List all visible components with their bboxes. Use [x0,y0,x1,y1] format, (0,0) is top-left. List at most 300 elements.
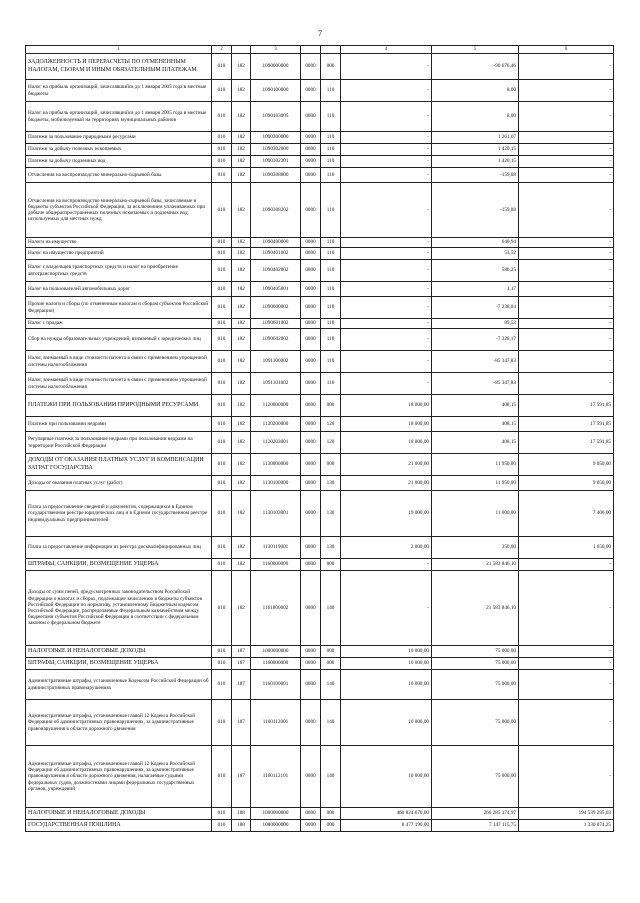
row-name: Налог на имущество предприятий [26,248,212,260]
row-name: Доходы от сумм пеней, предусмотренных законодательством Российской Федерации о налогах и сборах, подлежащие зачислению в бюджеты субъектов Российской Федерации по нормативу, установленному Бюджетным кодексом Российской Федерации, распределяемые Федеральным казначейством между бюджетами субъектов Российской Федерации в соответствии с федеральным законом о федеральном бюджете [26,571,212,646]
row-admin-code: 182 [232,297,251,319]
row-line-code: 010 [212,820,232,832]
row-value-unexecuted: 1 330 074,25 [519,820,614,832]
row-name: Налог на прибыль организаций, зачислявшийся до 1 января 2005 года в местные бюджеты [26,80,212,102]
row-value-approved: 10 000,00 [341,670,432,700]
row-admin-code: 187 [232,700,251,746]
header-row [26,46,614,54]
row-line-code: 010 [212,260,232,282]
row-line-code: 010 [212,168,232,183]
row-subcode: 0000 [301,319,321,329]
row-line-code: 010 [212,571,232,646]
row-kosgu: 000 [321,559,341,571]
row-kosgu: 000 [321,820,341,832]
row-value-approved: 10 000,00 [341,646,432,658]
row-name: Прочие налоги и сборы (по отмененным налогам и сборам субъектов Российской Федерации) [26,297,212,319]
row-value-approved: - [341,156,432,168]
row-income-code: 1090100000 [251,80,301,102]
row-value-approved: - [341,54,432,80]
row-kosgu: 110 [321,238,341,248]
row-subcode: 0000 [301,571,321,646]
row-line-code: 010 [212,432,232,454]
row-income-code: 1091101002 [251,373,301,395]
row-admin-code: 182 [232,373,251,395]
row-line-code: 010 [212,80,232,102]
row-line-code: 010 [212,102,232,132]
row-subcode: 0000 [301,156,321,168]
row-name: Налоги на имущество [26,238,212,248]
row-income-code: 1090602002 [251,329,301,351]
row-admin-code: 182 [232,537,251,559]
row-kosgu: 110 [321,102,341,132]
row-value-unexecuted: - [519,168,614,183]
row-admin-code: 187 [232,646,251,658]
row-admin-code: 182 [232,319,251,329]
row-admin-code: 182 [232,395,251,417]
table-row [26,183,614,238]
row-admin-code: 182 [232,329,251,351]
row-name: Отчисления на воспроизводство минерально-сырьевой базы [26,168,212,183]
row-value-unexecuted: 17 591,85 [519,417,614,432]
row-value-approved: - [341,238,432,248]
row-value-executed: 8,00 [432,80,519,102]
row-line-code: 010 [212,373,232,395]
row-kosgu: 000 [321,54,341,80]
row-name: Налог на прибыль организаций, зачислявшийся до 1 января 2005 года в местные бюджеты, мобилизуемый на территориях муниципальных районов [26,102,212,132]
header-col-5 [301,46,321,54]
row-name: ПЛАТЕЖИ ПРИ ПОЛЬЗОВАНИИ ПРИРОДНЫМИ РЕСУРСАМИ [26,395,212,417]
row-admin-code: 182 [232,351,251,373]
row-value-approved: - [341,351,432,373]
row-admin-code: 188 [232,808,251,820]
table-row [26,491,614,537]
row-name: Регулярные платежи за пользование недрами при пользовании недрами на территории Российской Федерации [26,432,212,454]
row-value-unexecuted: - [519,351,614,373]
row-value-approved: - [341,297,432,319]
row-subcode: 0000 [301,395,321,417]
row-line-code: 010 [212,132,232,144]
header-col-4: 3 [251,46,301,54]
row-name: Налог, взимаемый в виде стоимости патента в связи с применением упрощенной системы налогообложения [26,373,212,395]
row-kosgu: 110 [321,282,341,297]
row-subcode: 0000 [301,54,321,80]
table-row [26,670,614,700]
row-value-unexecuted: - [519,132,614,144]
row-income-code: 1090300000 [251,132,301,144]
row-line-code: 010 [212,395,232,417]
row-admin-code: 182 [232,282,251,297]
table-row [26,746,614,808]
row-admin-code: 182 [232,432,251,454]
row-value-approved: - [341,329,432,351]
row-value-approved: - [341,132,432,144]
table-row [26,417,614,432]
row-line-code: 010 [212,746,232,808]
row-line-code: 010 [212,282,232,297]
row-income-code: 1120200000 [251,417,301,432]
row-value-unexecuted: 17 591,85 [519,395,614,417]
row-value-approved: 10 000,00 [341,700,432,746]
page-number: 7 [318,29,322,38]
row-income-code: 1090402002 [251,260,301,282]
row-subcode: 0000 [301,700,321,746]
row-value-approved: 2 000,00 [341,537,432,559]
row-admin-code: 182 [232,559,251,571]
row-name: Платежи за добычу полезных ископаемых [26,144,212,156]
table-row [26,102,614,132]
row-line-code: 010 [212,476,232,491]
row-value-unexecuted: - [519,282,614,297]
row-name: Доходы от оказания платных услуг (работ) [26,476,212,491]
row-name: ДОХОДЫ ОТ ОКАЗАНИЯ ПЛАТНЫХ УСЛУГ И КОМПЕНСАЦИИ ЗАТРАТ ГОСУДАРСТВА [26,454,212,476]
row-line-code: 010 [212,54,232,80]
row-line-code: 010 [212,297,232,319]
row-name: Платежи за добычу подземных вод [26,156,212,168]
row-value-approved: 18 000,00 [341,417,432,432]
row-admin-code: 182 [232,417,251,432]
row-value-unexecuted: 9 050,00 [519,454,614,476]
row-subcode: 0000 [301,491,321,537]
row-line-code: 010 [212,319,232,329]
row-income-code: 1160112001 [251,700,301,746]
row-subcode: 0000 [301,670,321,700]
row-kosgu: 130 [321,491,341,537]
row-subcode: 0000 [301,351,321,373]
row-name: Административные штрафы, установленные Кодексом Российской Федерации об административных правонарушениях [26,670,212,700]
row-income-code: 1090405001 [251,282,301,297]
row-kosgu: 000 [321,454,341,476]
row-value-unexecuted: - [519,319,614,329]
row-subcode: 0000 [301,454,321,476]
row-line-code: 010 [212,351,232,373]
row-kosgu: 000 [321,808,341,820]
row-subcode: 0000 [301,238,321,248]
table-row [26,373,614,395]
row-line-code: 010 [212,491,232,537]
row-value-executed: 266 285 374,97 [432,808,519,820]
row-subcode: 0000 [301,432,321,454]
row-value-unexecuted: - [519,297,614,319]
row-value-unexecuted: - [519,80,614,102]
row-subcode: 0000 [301,537,321,559]
row-income-code: 1130100000 [251,476,301,491]
row-line-code: 010 [212,156,232,168]
row-value-executed: 8,00 [432,102,519,132]
row-name: Платежи за пользование природными ресурсами [26,132,212,144]
row-value-approved: 10 000,00 [341,746,432,808]
row-value-unexecuted: - [519,646,614,658]
row-value-executed: 53,52 [432,248,519,260]
row-value-unexecuted: 17 591,85 [519,432,614,454]
row-admin-code: 182 [232,132,251,144]
row-value-approved: 21 000,00 [341,476,432,491]
row-value-executed: -90 676,46 [432,54,519,80]
row-kosgu: 110 [321,132,341,144]
row-subcode: 0000 [301,808,321,820]
row-line-code: 010 [212,559,232,571]
row-kosgu: 110 [321,80,341,102]
row-kosgu: 110 [321,297,341,319]
row-value-executed: -85 347,83 [432,373,519,395]
row-income-code: 1090308202 [251,183,301,238]
row-value-executed: 75 000,00 [432,746,519,808]
row-line-code: 010 [212,329,232,351]
header-col-3 [232,46,251,54]
row-kosgu: 140 [321,700,341,746]
row-value-unexecuted: - [519,102,614,132]
row-value-executed: -7 328,17 [432,329,519,351]
row-value-unexecuted: - [519,746,614,808]
row-name: ШТРАФЫ, САНКЦИИ, ВОЗМЕЩЕНИЕ УЩЕРБА [26,559,212,571]
row-admin-code: 187 [232,658,251,670]
row-line-code: 010 [212,700,232,746]
row-income-code: 1090601002 [251,319,301,329]
row-income-code: 1160000000 [251,559,301,571]
table-row [26,454,614,476]
row-line-code: 010 [212,183,232,238]
row-value-approved: - [341,144,432,156]
table-row [26,559,614,571]
table-row [26,80,614,102]
row-name: Платежи при пользовании недрами [26,417,212,432]
table-row [26,476,614,491]
row-income-code: 1090308000 [251,168,301,183]
table-row [26,537,614,559]
row-value-approved: 10 000,00 [341,658,432,670]
row-subcode: 0000 [301,658,321,670]
row-subcode: 0000 [301,746,321,808]
row-value-approved: - [341,260,432,282]
row-admin-code: 182 [232,168,251,183]
row-value-unexecuted: - [519,156,614,168]
row-line-code: 010 [212,144,232,156]
row-subcode: 0000 [301,248,321,260]
row-name: Отчисления на воспроизводство минерально-сырьевой базы, зачисляемые в бюджеты субъектов Российской Федерации, за исключением уплачиваемых при добыче общераспространенных полезных ископаемых и подземных вод, используемых для местных нужд [26,183,212,238]
row-income-code: 1090302301 [251,156,301,168]
income-table [25,45,614,832]
row-admin-code: 182 [232,238,251,248]
row-line-code: 010 [212,670,232,700]
row-subcode: 0000 [301,260,321,282]
row-name: НАЛОГОВЫЕ И НЕНАЛОГОВЫЕ ДОХОДЫ [26,646,212,658]
row-value-unexecuted: 194 539 295,03 [519,808,614,820]
row-kosgu: 110 [321,351,341,373]
row-kosgu: 110 [321,319,341,329]
row-value-unexecuted: - [519,373,614,395]
row-value-unexecuted: - [519,658,614,670]
row-kosgu: 110 [321,144,341,156]
row-value-executed: 11 600,00 [432,491,519,537]
row-name: НАЛОГОВЫЕ И НЕНАЛОГОВЫЕ ДОХОДЫ [26,808,212,820]
row-value-approved: - [341,168,432,183]
table-body [26,54,614,832]
row-value-unexecuted: - [519,248,614,260]
row-admin-code: 182 [232,156,251,168]
row-value-executed: 350,00 [432,537,519,559]
row-value-executed: 1 420,15 [432,144,519,156]
row-line-code: 010 [212,238,232,248]
table-row [26,808,614,820]
table-row [26,820,614,832]
row-value-executed: 1,17 [432,282,519,297]
row-kosgu: 110 [321,248,341,260]
row-income-code: 1160100001 [251,670,301,700]
header-col-7: 4 [341,46,432,54]
row-kosgu: 110 [321,183,341,238]
row-subcode: 0000 [301,102,321,132]
row-value-approved: - [341,373,432,395]
row-income-code: 1161800002 [251,571,301,646]
row-income-code: 1000000000 [251,646,301,658]
row-kosgu: 140 [321,571,341,646]
row-value-approved: 8 477 190,00 [341,820,432,832]
row-name: Сбор на нужды образовательных учреждений, взимаемый с юридических лиц [26,329,212,351]
row-admin-code: 182 [232,102,251,132]
row-admin-code: 182 [232,476,251,491]
row-subcode: 0000 [301,373,321,395]
row-kosgu: 110 [321,329,341,351]
row-name: Плата за предоставление сведений и документов, содержащихся в Едином государственном реестре юридических лиц и в Едином государственном реестре индивидуальных предпринимателей [26,491,212,537]
row-kosgu: 000 [321,646,341,658]
row-kosgu: 140 [321,746,341,808]
row-subcode: 0000 [301,282,321,297]
row-line-code: 010 [212,537,232,559]
row-income-code: 1120000000 [251,395,301,417]
row-income-code: 1090000000 [251,54,301,80]
row-value-approved: 460 824 670,00 [341,808,432,820]
row-income-code: 1090400000 [251,238,301,248]
row-income-code: 1090600002 [251,297,301,319]
row-value-approved: - [341,559,432,571]
row-value-executed: 89,53 [432,319,519,329]
row-admin-code: 187 [232,746,251,808]
header-col-1: 1 [26,46,212,54]
row-value-executed: 640,94 [432,238,519,248]
row-value-approved: 18 000,00 [341,395,432,417]
row-value-executed: 75 000,00 [432,670,519,700]
row-value-unexecuted: 7 400,00 [519,491,614,537]
row-subcode: 0000 [301,80,321,102]
row-admin-code: 182 [232,144,251,156]
row-value-executed: 408,15 [432,417,519,432]
row-income-code: 1090103005 [251,102,301,132]
row-value-unexecuted: - [519,329,614,351]
row-value-executed: 408,15 [432,432,519,454]
row-value-executed: -159,08 [432,183,519,238]
row-admin-code: 182 [232,183,251,238]
row-subcode: 0000 [301,329,321,351]
row-value-unexecuted: - [519,260,614,282]
row-subcode: 0000 [301,417,321,432]
row-subcode: 0000 [301,183,321,238]
row-name: Плата за предоставление информации из реестра дисквалифицированных лиц [26,537,212,559]
row-admin-code: 187 [232,670,251,700]
row-line-code: 010 [212,417,232,432]
row-value-executed: -7 238,04 [432,297,519,319]
row-income-code: 1080000000 [251,820,301,832]
row-value-executed: -85 347,83 [432,351,519,373]
header-col-9: 6 [519,46,614,54]
row-admin-code: 182 [232,80,251,102]
row-subcode: 0000 [301,168,321,183]
row-line-code: 010 [212,658,232,670]
table-row [26,658,614,670]
row-value-unexecuted: - [519,670,614,700]
row-subcode: 0000 [301,297,321,319]
table-row [26,248,614,260]
row-admin-code: 182 [232,248,251,260]
row-value-unexecuted: - [519,54,614,80]
table-row [26,156,614,168]
row-name: Налог, взимаемый в виде стоимости патента в связи с применением упрощенной системы налогообложения [26,351,212,373]
row-value-approved: - [341,102,432,132]
row-income-code: 1120203001 [251,432,301,454]
row-name: Административные штрафы, установленные главой 12 Кодекса Российской Федерации об административных правонарушениях, за административные правонарушения в области дорожного движения [26,700,212,746]
row-line-code: 010 [212,808,232,820]
row-name: Административные штрафы, установленные главой 12 Кодекса Российской Федерации об административных правонарушениях, за административные правонарушения в области дорожного движения, налагаемые судьями федеральных судов, должностными лицами федеральных государственных органов, учреждений [26,746,212,808]
row-income-code: 1130119001 [251,537,301,559]
row-name: Налог на пользователей автомобильных дорог [26,282,212,297]
row-subcode: 0000 [301,132,321,144]
table-row [26,351,614,373]
row-value-unexecuted: - [519,571,614,646]
row-income-code: 1130103001 [251,491,301,537]
row-value-approved: - [341,80,432,102]
row-value-approved: 19 000,00 [341,491,432,537]
table-row [26,168,614,183]
row-kosgu: 110 [321,260,341,282]
row-value-executed: 75 000,00 [432,658,519,670]
row-value-unexecuted: 9 050,00 [519,476,614,491]
header-col-2: 2 [212,46,232,54]
row-subcode: 0000 [301,476,321,491]
row-value-executed: 11 950,00 [432,454,519,476]
table-row [26,282,614,297]
row-value-executed: 21 583 846,10 [432,559,519,571]
row-value-unexecuted: - [519,559,614,571]
row-value-unexecuted: - [519,700,614,746]
row-admin-code: 182 [232,491,251,537]
row-value-unexecuted: 1 650,00 [519,537,614,559]
row-line-code: 010 [212,454,232,476]
table-row [26,571,614,646]
row-subcode: 0000 [301,646,321,658]
row-value-executed: 75 000,00 [432,646,519,658]
row-admin-code: 188 [232,820,251,832]
row-income-code: 1160112101 [251,746,301,808]
row-kosgu: 110 [321,168,341,183]
table-row [26,432,614,454]
row-value-approved: - [341,248,432,260]
table-row [26,297,614,319]
row-line-code: 010 [212,248,232,260]
row-admin-code: 182 [232,454,251,476]
table-row [26,319,614,329]
row-name: Налог с владельцев транспортных средств и налог на приобретение автотранспортных средств [26,260,212,282]
table-row [26,395,614,417]
row-value-executed: 21 583 846,10 [432,571,519,646]
row-value-approved: 18 000,00 [341,432,432,454]
row-value-executed: 586,25 [432,260,519,282]
row-value-executed: -159,08 [432,168,519,183]
row-kosgu: 000 [321,395,341,417]
row-subcode: 0000 [301,820,321,832]
row-income-code: 1090401002 [251,248,301,260]
row-kosgu: 120 [321,432,341,454]
table-row [26,132,614,144]
table-row [26,700,614,746]
row-value-executed: 408,15 [432,395,519,417]
